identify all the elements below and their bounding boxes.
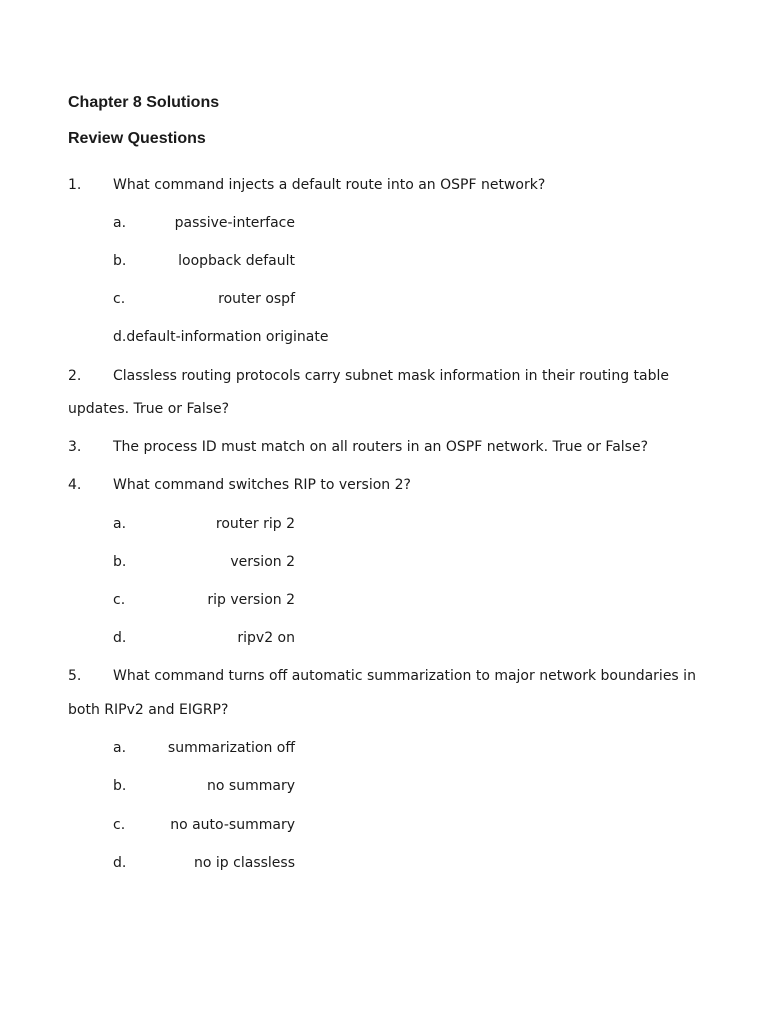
option-text: rip version 2	[207, 592, 295, 608]
option-letter: c.	[113, 592, 126, 608]
option-letter: b.	[113, 253, 127, 269]
option-letter: b.	[113, 554, 127, 570]
question-text: Classless routing protocols carry subnet mask information in their routing table	[113, 368, 669, 384]
question-text: The process ID must match on all routers in an OSPF network. True or False?	[113, 439, 649, 455]
question-text: What command switches RIP to version 2?	[113, 477, 411, 493]
question-number: 3.	[68, 439, 82, 455]
question-number: 2.	[68, 368, 82, 384]
option-text: no auto-summary	[170, 817, 295, 833]
option-letter: d.	[113, 855, 127, 871]
option-text: router rip 2	[215, 516, 295, 532]
option-text: ripv2 on	[237, 630, 295, 646]
option-letter: d.	[113, 630, 127, 646]
question-number: 4.	[68, 477, 82, 493]
option-text: loopback default	[178, 253, 295, 269]
option-text: no ip classless	[194, 855, 295, 871]
question-text-continued: both RIPv2 and EIGRP?	[68, 702, 229, 718]
question-text: What command injects a default route into an OSPF network?	[113, 177, 546, 193]
option-letter: a.	[113, 215, 127, 231]
option-text: summarization off	[167, 740, 295, 756]
option-letter: b.	[113, 778, 127, 794]
chapter-title: Chapter 8 Solutions	[68, 94, 220, 111]
question-number: 1.	[68, 177, 82, 193]
question-number: 5.	[68, 668, 82, 684]
option-letter: c.	[113, 291, 126, 307]
option-letter: c.	[113, 817, 126, 833]
option-text: d.default-information originate	[113, 329, 329, 345]
option-letter: a.	[113, 740, 127, 756]
option-text: passive-interface	[174, 215, 295, 231]
option-text: version 2	[230, 554, 295, 570]
option-text: no summary	[207, 778, 295, 794]
option-text: router ospf	[218, 291, 295, 307]
question-text: What command turns off automatic summarization to major network boundaries in	[113, 668, 696, 684]
option-letter: a.	[113, 516, 127, 532]
section-title: Review Questions	[68, 130, 206, 147]
question-text-continued: updates. True or False?	[68, 401, 230, 417]
